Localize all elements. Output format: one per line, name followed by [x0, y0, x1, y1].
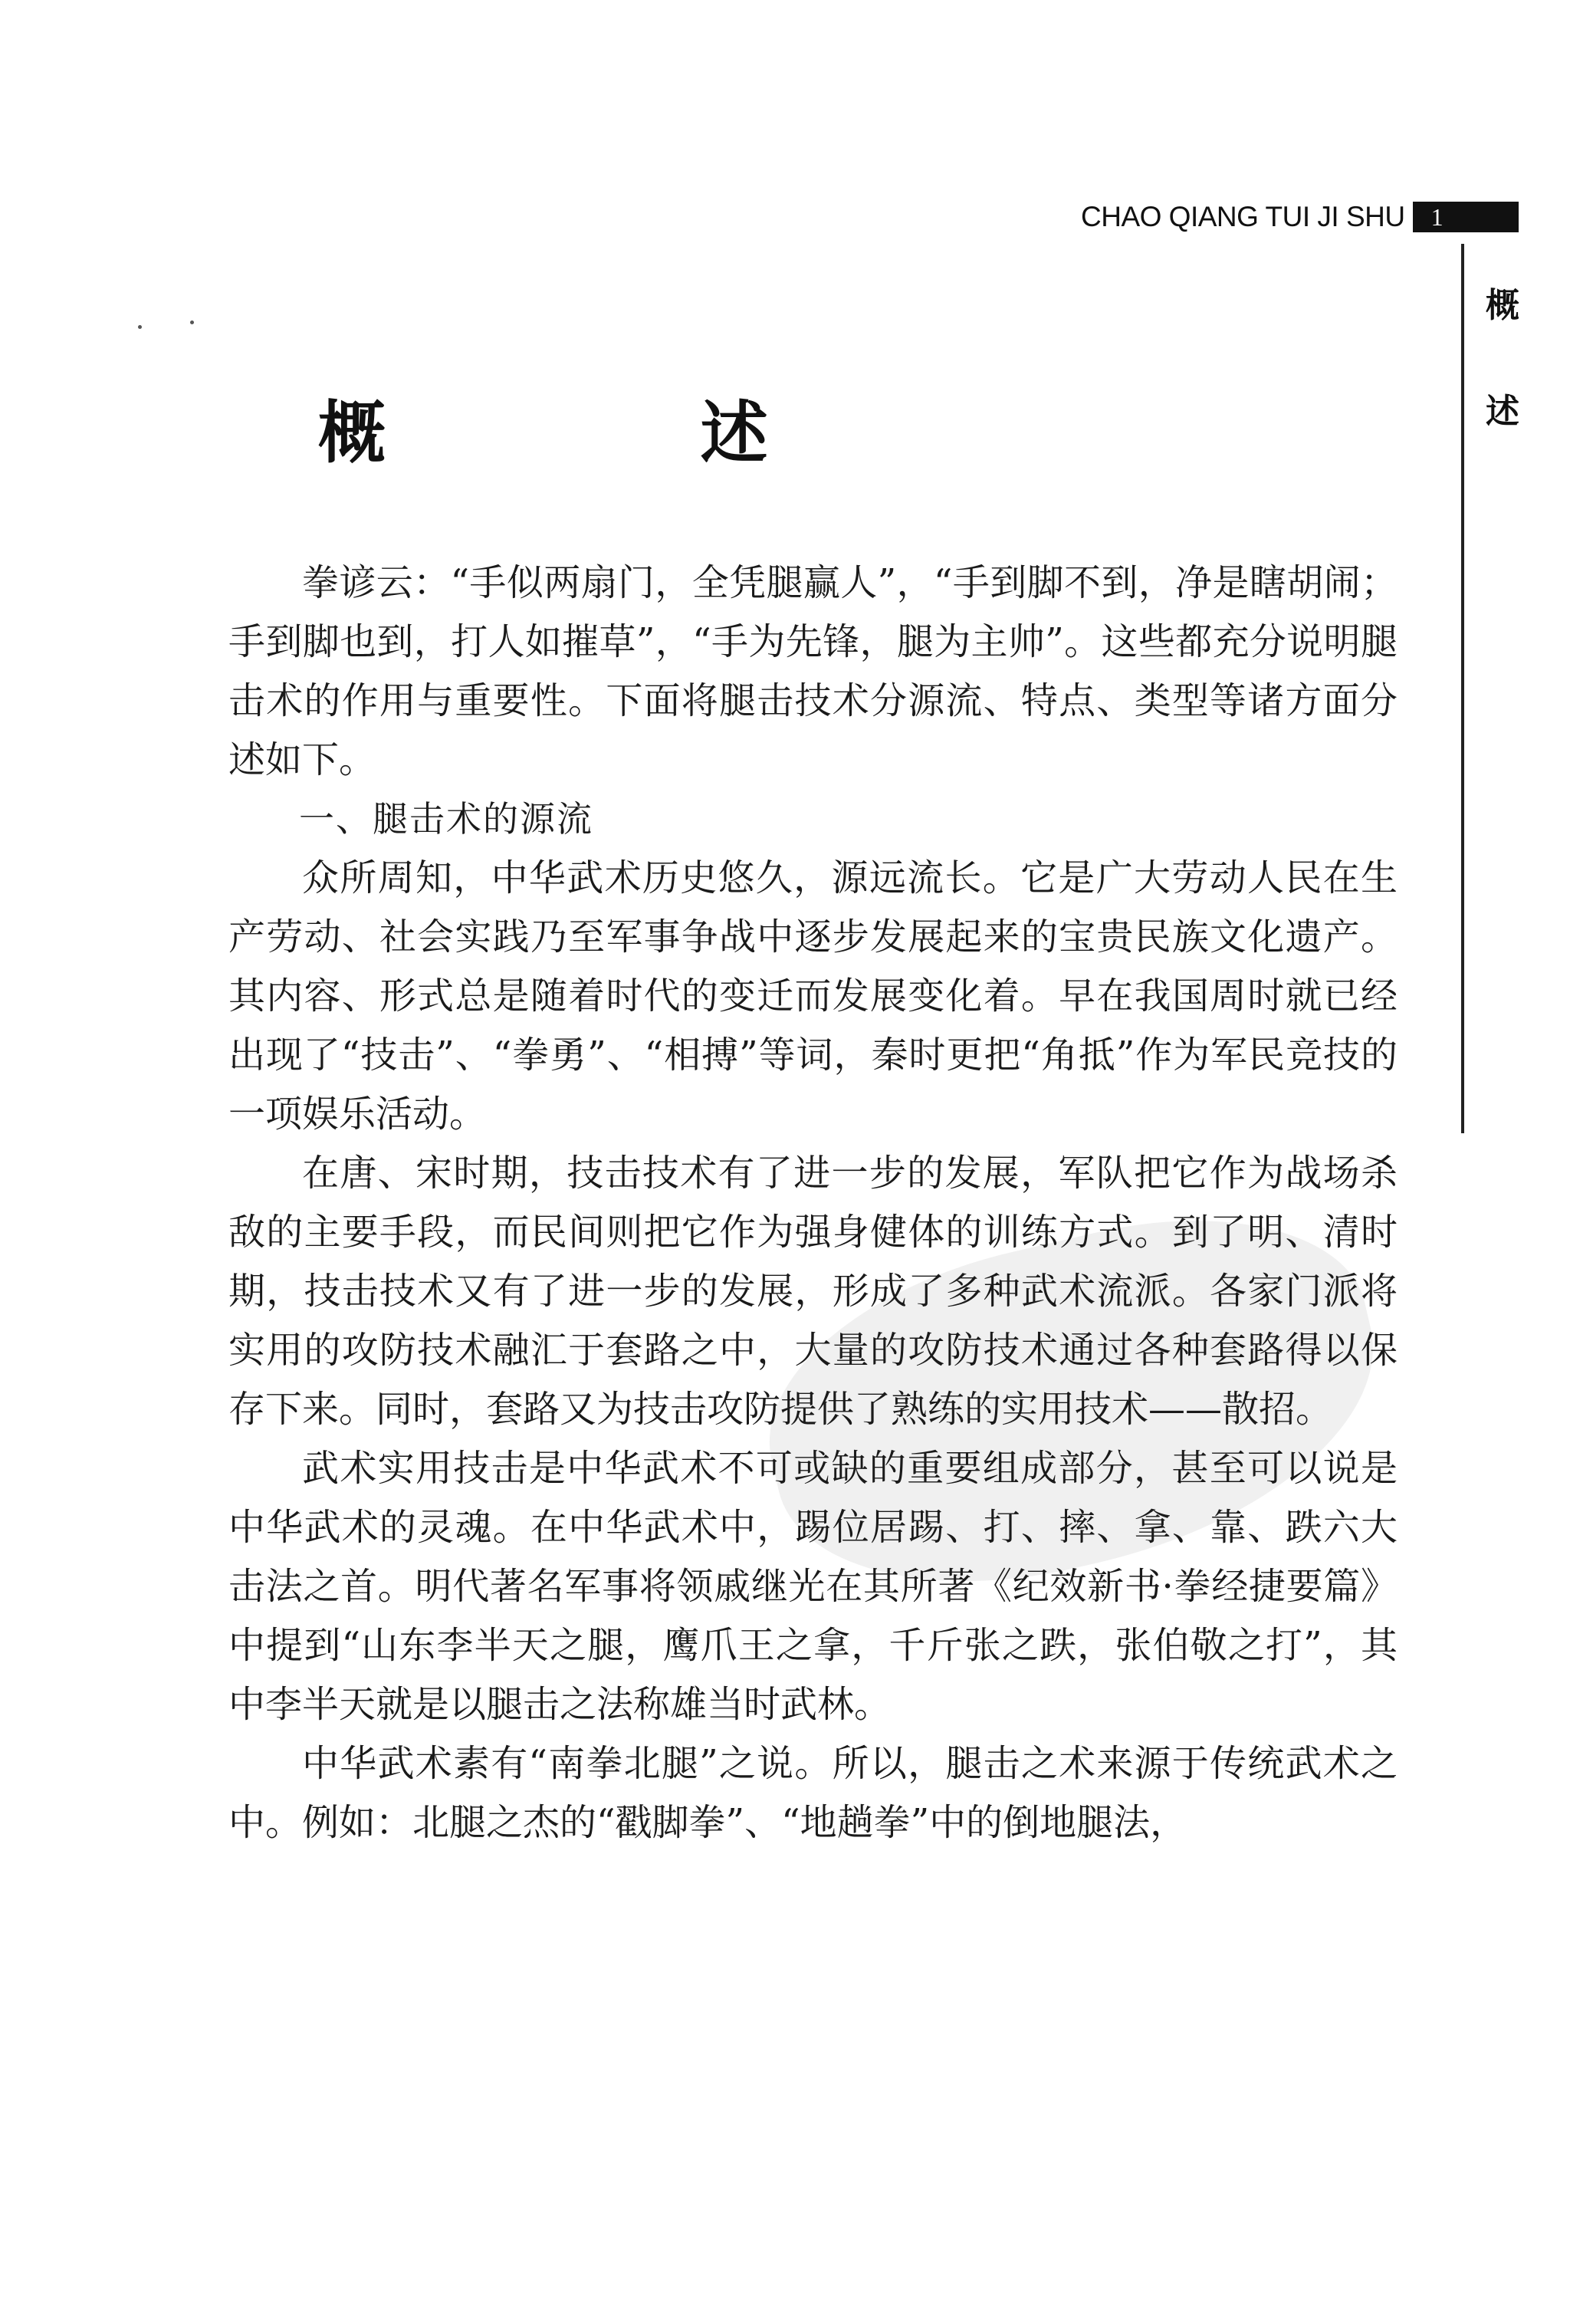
running-header [1081, 196, 1519, 238]
margin-rule [1461, 244, 1464, 1133]
paragraph: 在唐、宋时期，技击技术有了进一步的发展，军队把它作为战场杀敌的主要手段，而民间则把它作为强身健体的训练方式。到了明、清时期，技击技术又有了进一步的发展，形成了多种武术流派。各家门派将实用的攻防技术融汇于套路之中，大量的攻防技术通过各种套路得以保存下来。同时，套路又为技击攻防提供了熟练的实用技术——散招。 [228, 1152, 1398, 1431]
paragraph: 众所周知，中华武术历史悠久，源远流长。它是广大劳动人民在生产劳动、社会实践乃至军事争战中逐步发展起来的宝贵民族文化遗产。其内容、形式总是随着时代的变迁而发展变化着。早在我国周时就已经出现了“技击”、“拳勇”、“相搏”等词，秦时更把“角抵”作为军民竞技的一项娱乐活动。 [228, 856, 1398, 1136]
scan-speck [190, 320, 194, 324]
intro-paragraph: 拳谚云：“手似两扇门，全凭腿赢人”，“手到脚不到，净是瞎胡闹；手到脚也到，打人如摧草”，“手为先锋，腿为主帅”。这些都充分说明腿击术的作用与重要性。下面将腿击技术分源流、特点、类型等诸方面分述如下。 [228, 561, 1398, 781]
chapter-title: 概 述 [318, 393, 914, 472]
section-heading: 一、腿击术的源流 [299, 798, 593, 840]
scan-speck [138, 325, 142, 329]
paragraph: 武术实用技击是中华武术不可或缺的重要组成部分，甚至可以说是中华武术的灵魂。在中华武术中，踢位居踢、打、摔、拿、靠、跌六大击法之首。明代著名军事将领戚继光在其所著《纪效新书·拳经捷要篇》中提到“山东李半天之腿，鹰爪王之拿，千斤张之跌，张伯敬之打”，其中李半天就是以腿击之法称雄当时武林。 [228, 1447, 1398, 1726]
paragraph: 中华武术素有“南拳北腿”之说。所以，腿击之术来源于传统武术之中。例如：北腿之杰的“戳脚拳”、“地趟拳”中的倒地腿法， [228, 1742, 1398, 1844]
body-text [228, 554, 1398, 1852]
running-title: CHAO QIANG TUI JI SHU [1081, 201, 1405, 232]
page-number: 1 [1413, 202, 1519, 232]
side-tab-char: 述 [1486, 392, 1519, 431]
side-tab-char: 概 [1486, 286, 1519, 325]
